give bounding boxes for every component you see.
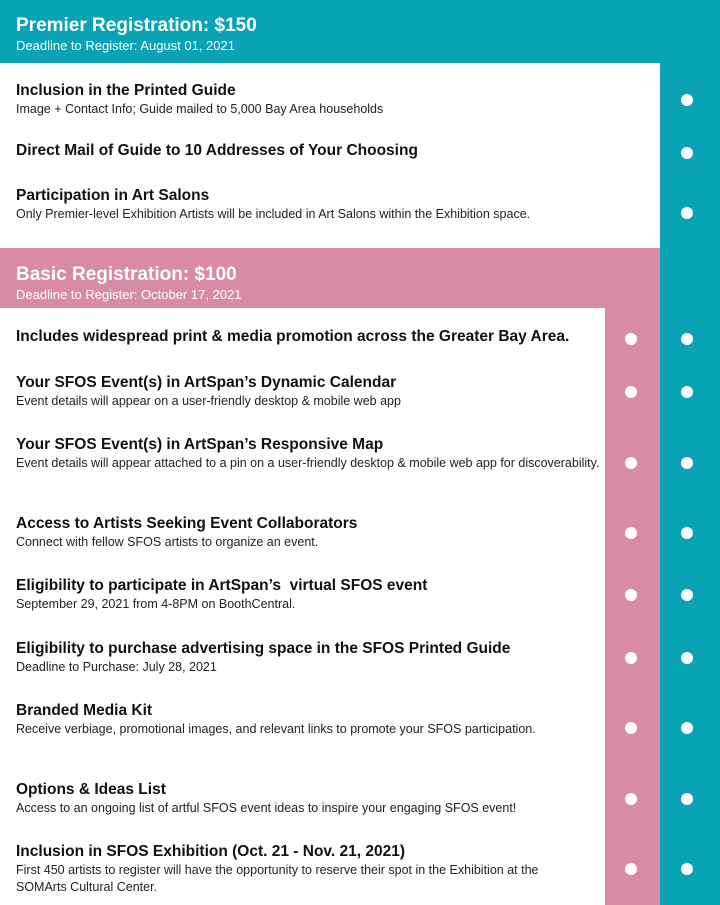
bullet-dot-icon [625,333,637,345]
bullet-dot-icon [625,527,637,539]
bullet-dot-icon [625,652,637,664]
item-desc: Image + Contact Info; Guide mailed to 5,000 Bay Area households [16,102,384,116]
item-desc: Connect with fellow SFOS artists to organize an event. [16,535,319,549]
item-title: Includes widespread print & media promotion across the Greater Bay Area. [16,328,570,345]
bullet-dot-icon [681,863,693,875]
item-desc: September 29, 2021 from 4-8PM on BoothCentral. [16,597,296,611]
item-title: Direct Mail of Guide to 10 Addresses of Your Choosing [16,142,418,159]
bullet-dot-icon [625,863,637,875]
list-item [16,842,616,896]
item-title: Your SFOS Event(s) in ArtSpan’s Responsive Map [16,436,384,453]
bullet-dot-icon [681,589,693,601]
bullet-dot-icon [681,793,693,805]
list-item [16,639,616,676]
item-title: Branded Media Kit [16,702,153,719]
item-title: Your SFOS Event(s) in ArtSpan’s Dynamic Calendar [16,374,397,391]
list-item [16,701,616,738]
item-desc: Access to an ongoing list of artful SFOS event ideas to inspire your engaging SFOS event! [16,801,517,815]
list-item [16,141,616,160]
bullet-dot-icon [681,94,693,106]
list-item [16,186,616,223]
list-item [16,435,616,472]
bullet-dot-icon [625,793,637,805]
item-title: Options & Ideas List [16,781,166,798]
item-title: Inclusion in the Printed Guide [16,82,236,99]
list-item [16,81,616,118]
item-desc: Event details will appear on a user-friendly desktop & mobile web app [16,394,401,408]
item-title: Access to Artists Seeking Event Collaborators [16,515,358,532]
basic-deadline: Deadline to Register: October 17, 2021 [16,287,242,302]
premier-column [660,0,720,905]
basic-title: Basic Registration: $100 [16,264,237,285]
bullet-dot-icon [681,333,693,345]
bullet-dot-icon [681,722,693,734]
item-title: Eligibility to participate in ArtSpan’s virtual SFOS event [16,577,428,594]
bullet-dot-icon [625,589,637,601]
list-item [16,780,616,817]
item-desc: Deadline to Purchase: July 28, 2021 [16,660,217,674]
item-desc: Only Premier-level Exhibition Artists will be included in Art Salons within the Exhibition space. [16,207,531,221]
premier-title: Premier Registration: $150 [16,15,257,36]
item-desc: Event details will appear attached to a pin on a user-friendly desktop & mobile web app for discoverability. [16,456,600,470]
bullet-dot-icon [681,386,693,398]
item-desc: First 450 artists to register will have the opportunity to reserve their spot in the Exhibition at the SOMArts Cultural Center. [16,863,539,894]
item-title: Eligibility to purchase advertising space in the SFOS Printed Guide [16,640,511,657]
premier-deadline: Deadline to Register: August 01, 2021 [16,38,235,53]
item-desc: Receive verbiage, promotional images, and relevant links to promote your SFOS participation. [16,722,536,736]
list-item [16,514,616,551]
bullet-dot-icon [625,457,637,469]
item-title: Participation in Art Salons [16,187,210,204]
bullet-dot-icon [681,527,693,539]
bullet-dot-icon [681,207,693,219]
bullet-dot-icon [681,147,693,159]
bullet-dot-icon [625,722,637,734]
list-item [16,373,616,410]
list-item [16,576,616,613]
item-title: Inclusion in SFOS Exhibition (Oct. 21 - Nov. 21, 2021) [16,843,406,860]
bullet-dot-icon [681,457,693,469]
bullet-dot-icon [625,386,637,398]
list-item [16,327,616,346]
bullet-dot-icon [681,652,693,664]
